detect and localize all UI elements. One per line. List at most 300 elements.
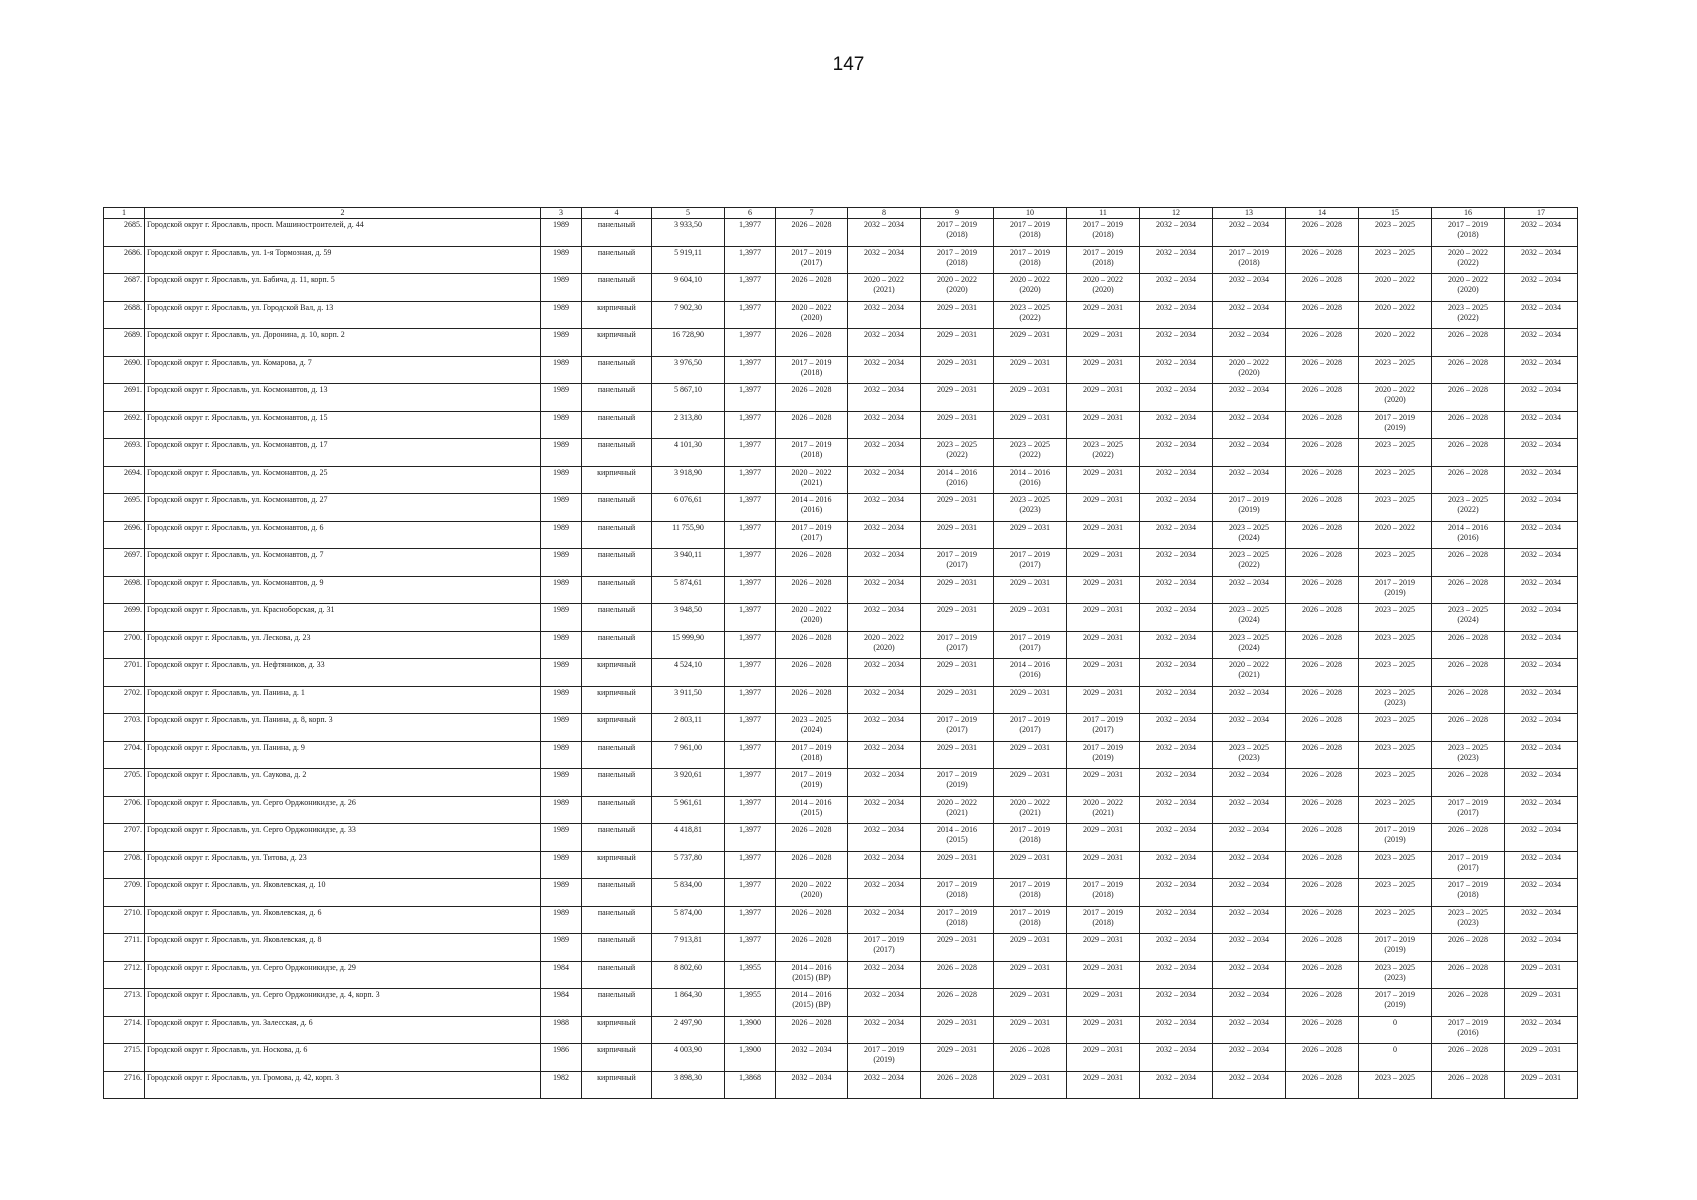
table-cell-col-2: Городской округ г. Ярославль, ул. Залесская, д. 6 bbox=[145, 1016, 541, 1044]
table-cell-col-12: 2032 – 2034 bbox=[1140, 301, 1213, 329]
table-cell-col-13: 2032 – 2034 bbox=[1213, 989, 1286, 1017]
table-cell-col-7: 2023 – 2025 (2024) bbox=[776, 714, 848, 742]
table-cell-col-9: 2014 – 2016 (2015) bbox=[921, 824, 994, 852]
table-cell-col-11: 2029 – 2031 bbox=[1067, 686, 1140, 714]
table-cell-col-10: 2014 – 2016 (2016) bbox=[994, 659, 1067, 687]
table-cell-col-9: 2029 – 2031 bbox=[921, 521, 994, 549]
table-cell-col-5: 3 920,61 bbox=[652, 769, 725, 797]
table-cell-col-3: 1989 bbox=[541, 934, 582, 962]
table-cell-col-6: 1,3977 bbox=[725, 824, 776, 852]
table-cell-col-13: 2023 – 2025 (2024) bbox=[1213, 521, 1286, 549]
table-cell-col-2: Городской округ г. Ярославль, ул. Серго Орджоникидзе, д. 33 bbox=[145, 824, 541, 852]
table-cell-col-13: 2032 – 2034 bbox=[1213, 576, 1286, 604]
table-cell-col-12: 2032 – 2034 bbox=[1140, 329, 1213, 357]
table-cell-col-17: 2029 – 2031 bbox=[1505, 1071, 1578, 1099]
table-cell-col-6: 1,3977 bbox=[725, 604, 776, 632]
table-cell-col-11: 2017 – 2019 (2018) bbox=[1067, 879, 1140, 907]
table-cell-col-6: 1,3977 bbox=[725, 769, 776, 797]
table-cell-col-11: 2029 – 2031 bbox=[1067, 549, 1140, 577]
table-cell-col-5: 16 728,90 bbox=[652, 329, 725, 357]
table-cell-col-13: 2032 – 2034 bbox=[1213, 1071, 1286, 1099]
table-cell-col-3: 1989 bbox=[541, 714, 582, 742]
table-row bbox=[104, 879, 1578, 907]
table-cell-col-15: 2023 – 2025 bbox=[1359, 604, 1432, 632]
table-cell-col-12: 2032 – 2034 bbox=[1140, 934, 1213, 962]
column-header-4: 4 bbox=[582, 208, 652, 219]
table-cell-col-7: 2017 – 2019 (2019) bbox=[776, 769, 848, 797]
table-cell-col-16: 2026 – 2028 bbox=[1432, 989, 1505, 1017]
table-cell-col-13: 2032 – 2034 bbox=[1213, 851, 1286, 879]
column-header-15: 15 bbox=[1359, 208, 1432, 219]
column-header-17: 17 bbox=[1505, 208, 1578, 219]
table-cell-col-9: 2017 – 2019 (2018) bbox=[921, 879, 994, 907]
table-cell-col-8: 2032 – 2034 bbox=[848, 356, 921, 384]
table-cell-col-11: 2029 – 2031 bbox=[1067, 659, 1140, 687]
table-cell-col-8: 2032 – 2034 bbox=[848, 824, 921, 852]
table-cell-col-17: 2032 – 2034 bbox=[1505, 659, 1578, 687]
table-cell-col-7: 2026 – 2028 bbox=[776, 824, 848, 852]
table-cell-col-16: 2026 – 2028 bbox=[1432, 576, 1505, 604]
table-cell-col-2: Городской округ г. Ярославль, ул. Космонавтов, д. 25 bbox=[145, 466, 541, 494]
table-cell-col-3: 1989 bbox=[541, 576, 582, 604]
table-cell-col-2: Городской округ г. Ярославль, ул. Лескова, д. 23 bbox=[145, 631, 541, 659]
table-cell-col-12: 2032 – 2034 bbox=[1140, 769, 1213, 797]
table-cell-col-11: 2029 – 2031 bbox=[1067, 329, 1140, 357]
table-cell-col-6: 1,3977 bbox=[725, 714, 776, 742]
table-cell-col-1: 2712. bbox=[104, 961, 145, 989]
table-cell-col-6: 1,3977 bbox=[725, 659, 776, 687]
table-cell-col-14: 2026 – 2028 bbox=[1286, 494, 1359, 522]
table-cell-col-17: 2032 – 2034 bbox=[1505, 274, 1578, 302]
table-cell-col-2: Городской округ г. Ярославль, ул. Серго Орджоникидзе, д. 29 bbox=[145, 961, 541, 989]
table-cell-col-2: Городской округ г. Ярославль, просп. Машиностроителей, д. 44 bbox=[145, 219, 541, 247]
table-cell-col-11: 2017 – 2019 (2018) bbox=[1067, 246, 1140, 274]
table-cell-col-4: кирпичный bbox=[582, 714, 652, 742]
table-cell-col-6: 1,3900 bbox=[725, 1044, 776, 1072]
table-cell-col-7: 2017 – 2019 (2017) bbox=[776, 246, 848, 274]
table-cell-col-1: 2703. bbox=[104, 714, 145, 742]
table-cell-col-14: 2026 – 2028 bbox=[1286, 466, 1359, 494]
table-cell-col-15: 2023 – 2025 bbox=[1359, 714, 1432, 742]
table-cell-col-7: 2020 – 2022 (2020) bbox=[776, 604, 848, 632]
table-cell-col-2: Городской округ г. Ярославль, ул. Серго Орджоникидзе, д. 26 bbox=[145, 796, 541, 824]
table-cell-col-16: 2023 – 2025 (2023) bbox=[1432, 906, 1505, 934]
table-cell-col-4: кирпичный bbox=[582, 686, 652, 714]
table-row bbox=[104, 741, 1578, 769]
table-cell-col-4: панельный bbox=[582, 219, 652, 247]
table-row bbox=[104, 411, 1578, 439]
table-row bbox=[104, 989, 1578, 1017]
table-cell-col-6: 1,3977 bbox=[725, 329, 776, 357]
table-cell-col-5: 2 497,90 bbox=[652, 1016, 725, 1044]
table-cell-col-6: 1,3977 bbox=[725, 879, 776, 907]
table-cell-col-2: Городской округ г. Ярославль, ул. Титова, д. 23 bbox=[145, 851, 541, 879]
column-header-7: 7 bbox=[776, 208, 848, 219]
table-cell-col-3: 1989 bbox=[541, 769, 582, 797]
table-cell-col-3: 1989 bbox=[541, 686, 582, 714]
table-cell-col-6: 1,3977 bbox=[725, 906, 776, 934]
table-cell-col-10: 2023 – 2025 (2023) bbox=[994, 494, 1067, 522]
table-cell-col-4: кирпичный bbox=[582, 1071, 652, 1099]
table-cell-col-10: 2023 – 2025 (2022) bbox=[994, 439, 1067, 467]
table-cell-col-15: 2017 – 2019 (2019) bbox=[1359, 824, 1432, 852]
table-cell-col-14: 2026 – 2028 bbox=[1286, 851, 1359, 879]
table-cell-col-9: 2020 – 2022 (2021) bbox=[921, 796, 994, 824]
table-cell-col-8: 2032 – 2034 bbox=[848, 659, 921, 687]
table-cell-col-5: 2 313,80 bbox=[652, 411, 725, 439]
table-cell-col-8: 2032 – 2034 bbox=[848, 1071, 921, 1099]
table-cell-col-3: 1989 bbox=[541, 301, 582, 329]
table-cell-col-6: 1,3868 bbox=[725, 1071, 776, 1099]
table-cell-col-14: 2026 – 2028 bbox=[1286, 246, 1359, 274]
table-cell-col-5: 3 948,50 bbox=[652, 604, 725, 632]
table-cell-col-15: 2020 – 2022 bbox=[1359, 274, 1432, 302]
table-cell-col-1: 2700. bbox=[104, 631, 145, 659]
table-cell-col-15: 2023 – 2025 bbox=[1359, 1071, 1432, 1099]
table-cell-col-14: 2026 – 2028 bbox=[1286, 329, 1359, 357]
table-cell-col-2: Городской округ г. Ярославль, ул. Яковлевская, д. 6 bbox=[145, 906, 541, 934]
table-cell-col-8: 2032 – 2034 bbox=[848, 494, 921, 522]
table-cell-col-2: Городской округ г. Ярославль, ул. Серго Орджоникидзе, д. 4, корп. 3 bbox=[145, 989, 541, 1017]
table-cell-col-3: 1989 bbox=[541, 521, 582, 549]
column-header-1: 1 bbox=[104, 208, 145, 219]
table-cell-col-13: 2020 – 2022 (2020) bbox=[1213, 356, 1286, 384]
table-cell-col-16: 2020 – 2022 (2020) bbox=[1432, 274, 1505, 302]
table-cell-col-4: панельный bbox=[582, 796, 652, 824]
table-cell-col-9: 2029 – 2031 bbox=[921, 356, 994, 384]
table-cell-col-10: 2029 – 2031 bbox=[994, 851, 1067, 879]
table-cell-col-8: 2032 – 2034 bbox=[848, 384, 921, 412]
table-cell-col-1: 2704. bbox=[104, 741, 145, 769]
table-cell-col-1: 2702. bbox=[104, 686, 145, 714]
table-cell-col-11: 2017 – 2019 (2019) bbox=[1067, 741, 1140, 769]
table-cell-col-11: 2029 – 2031 bbox=[1067, 1016, 1140, 1044]
table-cell-col-15: 2023 – 2025 bbox=[1359, 659, 1432, 687]
table-cell-col-16: 2023 – 2025 (2022) bbox=[1432, 301, 1505, 329]
table-row bbox=[104, 246, 1578, 274]
table-cell-col-1: 2698. bbox=[104, 576, 145, 604]
table-cell-col-12: 2032 – 2034 bbox=[1140, 356, 1213, 384]
table-cell-col-6: 1,3977 bbox=[725, 741, 776, 769]
table-cell-col-7: 2026 – 2028 bbox=[776, 549, 848, 577]
table-cell-col-14: 2026 – 2028 bbox=[1286, 796, 1359, 824]
table-cell-col-6: 1,3977 bbox=[725, 494, 776, 522]
table-cell-col-8: 2020 – 2022 (2021) bbox=[848, 274, 921, 302]
table-cell-col-2: Городской округ г. Ярославль, ул. Космонавтов, д. 15 bbox=[145, 411, 541, 439]
table-cell-col-1: 2694. bbox=[104, 466, 145, 494]
table-cell-col-6: 1,3977 bbox=[725, 274, 776, 302]
table-cell-col-4: панельный bbox=[582, 274, 652, 302]
table-cell-col-16: 2017 – 2019 (2018) bbox=[1432, 219, 1505, 247]
table-cell-col-8: 2032 – 2034 bbox=[848, 741, 921, 769]
table-cell-col-17: 2032 – 2034 bbox=[1505, 466, 1578, 494]
table-cell-col-7: 2026 – 2028 bbox=[776, 1016, 848, 1044]
table-cell-col-10: 2017 – 2019 (2018) bbox=[994, 906, 1067, 934]
table-cell-col-12: 2032 – 2034 bbox=[1140, 906, 1213, 934]
table-cell-col-10: 2029 – 2031 bbox=[994, 961, 1067, 989]
table-cell-col-17: 2032 – 2034 bbox=[1505, 384, 1578, 412]
table-cell-col-9: 2017 – 2019 (2019) bbox=[921, 769, 994, 797]
table-cell-col-4: панельный bbox=[582, 246, 652, 274]
table-cell-col-8: 2032 – 2034 bbox=[848, 549, 921, 577]
table-cell-col-5: 5 874,00 bbox=[652, 906, 725, 934]
table-cell-col-2: Городской округ г. Ярославль, ул. Комарова, д. 7 bbox=[145, 356, 541, 384]
table-row bbox=[104, 301, 1578, 329]
table-cell-col-4: панельный bbox=[582, 576, 652, 604]
table-cell-col-13: 2032 – 2034 bbox=[1213, 796, 1286, 824]
table-cell-col-1: 2697. bbox=[104, 549, 145, 577]
table-cell-col-13: 2032 – 2034 bbox=[1213, 411, 1286, 439]
table-cell-col-3: 1989 bbox=[541, 466, 582, 494]
table-cell-col-14: 2026 – 2028 bbox=[1286, 274, 1359, 302]
table-cell-col-15: 2023 – 2025 (2023) bbox=[1359, 686, 1432, 714]
table-cell-col-3: 1984 bbox=[541, 961, 582, 989]
table-cell-col-4: кирпичный bbox=[582, 659, 652, 687]
table-cell-col-11: 2029 – 2031 bbox=[1067, 384, 1140, 412]
table-cell-col-4: панельный bbox=[582, 439, 652, 467]
column-header-8: 8 bbox=[848, 208, 921, 219]
table-cell-col-15: 2023 – 2025 bbox=[1359, 466, 1432, 494]
table-cell-col-5: 5 834,00 bbox=[652, 879, 725, 907]
table-cell-col-13: 2032 – 2034 bbox=[1213, 824, 1286, 852]
table-cell-col-3: 1986 bbox=[541, 1044, 582, 1072]
table-cell-col-8: 2032 – 2034 bbox=[848, 246, 921, 274]
table-cell-col-15: 2023 – 2025 bbox=[1359, 246, 1432, 274]
table-cell-col-5: 3 940,11 bbox=[652, 549, 725, 577]
table-row bbox=[104, 686, 1578, 714]
table-cell-col-6: 1,3955 bbox=[725, 989, 776, 1017]
table-cell-col-4: кирпичный bbox=[582, 466, 652, 494]
table-cell-col-14: 2026 – 2028 bbox=[1286, 301, 1359, 329]
table-cell-col-2: Городской округ г. Ярославль, ул. Громова, д. 42, корп. 3 bbox=[145, 1071, 541, 1099]
table-cell-col-10: 2029 – 2031 bbox=[994, 329, 1067, 357]
table-cell-col-16: 2026 – 2028 bbox=[1432, 631, 1505, 659]
table-cell-col-17: 2032 – 2034 bbox=[1505, 219, 1578, 247]
table-cell-col-12: 2032 – 2034 bbox=[1140, 439, 1213, 467]
table-cell-col-15: 2020 – 2022 bbox=[1359, 329, 1432, 357]
table-cell-col-11: 2017 – 2019 (2018) bbox=[1067, 219, 1140, 247]
table-cell-col-6: 1,3977 bbox=[725, 466, 776, 494]
table-cell-col-16: 2017 – 2019 (2018) bbox=[1432, 879, 1505, 907]
table-cell-col-16: 2017 – 2019 (2017) bbox=[1432, 796, 1505, 824]
table-cell-col-8: 2032 – 2034 bbox=[848, 796, 921, 824]
table-cell-col-6: 1,3977 bbox=[725, 934, 776, 962]
table-cell-col-13: 2032 – 2034 bbox=[1213, 466, 1286, 494]
table-cell-col-15: 2023 – 2025 bbox=[1359, 356, 1432, 384]
table-cell-col-16: 2017 – 2019 (2016) bbox=[1432, 1016, 1505, 1044]
table-cell-col-3: 1989 bbox=[541, 851, 582, 879]
table-cell-col-8: 2017 – 2019 (2017) bbox=[848, 934, 921, 962]
table-cell-col-16: 2017 – 2019 (2017) bbox=[1432, 851, 1505, 879]
table-cell-col-14: 2026 – 2028 bbox=[1286, 824, 1359, 852]
table-cell-col-16: 2026 – 2028 bbox=[1432, 439, 1505, 467]
table-cell-col-17: 2032 – 2034 bbox=[1505, 631, 1578, 659]
column-header-9: 9 bbox=[921, 208, 994, 219]
table-cell-col-9: 2029 – 2031 bbox=[921, 576, 994, 604]
table-cell-col-15: 2017 – 2019 (2019) bbox=[1359, 411, 1432, 439]
table-cell-col-13: 2032 – 2034 bbox=[1213, 384, 1286, 412]
table-cell-col-6: 1,3977 bbox=[725, 576, 776, 604]
table-cell-col-16: 2026 – 2028 bbox=[1432, 824, 1505, 852]
table-cell-col-15: 2023 – 2025 bbox=[1359, 769, 1432, 797]
table-cell-col-5: 7 902,30 bbox=[652, 301, 725, 329]
table-cell-col-12: 2032 – 2034 bbox=[1140, 824, 1213, 852]
table-cell-col-17: 2032 – 2034 bbox=[1505, 439, 1578, 467]
table-row bbox=[104, 219, 1578, 247]
table-cell-col-10: 2017 – 2019 (2018) bbox=[994, 246, 1067, 274]
table-cell-col-7: 2026 – 2028 bbox=[776, 934, 848, 962]
table-cell-col-17: 2032 – 2034 bbox=[1505, 494, 1578, 522]
table-cell-col-5: 15 999,90 bbox=[652, 631, 725, 659]
table-cell-col-10: 2029 – 2031 bbox=[994, 934, 1067, 962]
table-cell-col-10: 2017 – 2019 (2018) bbox=[994, 824, 1067, 852]
table-cell-col-6: 1,3977 bbox=[725, 246, 776, 274]
table-cell-col-16: 2026 – 2028 bbox=[1432, 961, 1505, 989]
table-row bbox=[104, 824, 1578, 852]
table-cell-col-11: 2029 – 2031 bbox=[1067, 1044, 1140, 1072]
table-cell-col-7: 2032 – 2034 bbox=[776, 1071, 848, 1099]
table-cell-col-14: 2026 – 2028 bbox=[1286, 219, 1359, 247]
table-cell-col-5: 3 976,50 bbox=[652, 356, 725, 384]
table-cell-col-9: 2017 – 2019 (2017) bbox=[921, 714, 994, 742]
table-cell-col-4: панельный bbox=[582, 521, 652, 549]
table-cell-col-17: 2032 – 2034 bbox=[1505, 796, 1578, 824]
table-cell-col-8: 2017 – 2019 (2019) bbox=[848, 1044, 921, 1072]
table-cell-col-8: 2032 – 2034 bbox=[848, 989, 921, 1017]
table-cell-col-12: 2032 – 2034 bbox=[1140, 466, 1213, 494]
table-cell-col-15: 0 bbox=[1359, 1016, 1432, 1044]
table-cell-col-12: 2032 – 2034 bbox=[1140, 686, 1213, 714]
table-cell-col-17: 2032 – 2034 bbox=[1505, 521, 1578, 549]
table-cell-col-9: 2017 – 2019 (2017) bbox=[921, 549, 994, 577]
table-cell-col-17: 2032 – 2034 bbox=[1505, 329, 1578, 357]
table-cell-col-10: 2029 – 2031 bbox=[994, 604, 1067, 632]
table-cell-col-1: 2715. bbox=[104, 1044, 145, 1072]
table-cell-col-1: 2688. bbox=[104, 301, 145, 329]
table-cell-col-1: 2709. bbox=[104, 879, 145, 907]
table-cell-col-16: 2026 – 2028 bbox=[1432, 769, 1505, 797]
column-header-16: 16 bbox=[1432, 208, 1505, 219]
table-cell-col-11: 2029 – 2031 bbox=[1067, 851, 1140, 879]
table-cell-col-17: 2032 – 2034 bbox=[1505, 879, 1578, 907]
table-cell-col-1: 2692. bbox=[104, 411, 145, 439]
table-cell-col-9: 2020 – 2022 (2020) bbox=[921, 274, 994, 302]
table-cell-col-1: 2690. bbox=[104, 356, 145, 384]
table-cell-col-9: 2029 – 2031 bbox=[921, 329, 994, 357]
table-cell-col-7: 2026 – 2028 bbox=[776, 411, 848, 439]
table-cell-col-16: 2026 – 2028 bbox=[1432, 686, 1505, 714]
table-cell-col-7: 2020 – 2022 (2020) bbox=[776, 879, 848, 907]
table-cell-col-16: 2026 – 2028 bbox=[1432, 659, 1505, 687]
table-cell-col-15: 2023 – 2025 bbox=[1359, 549, 1432, 577]
table-cell-col-8: 2032 – 2034 bbox=[848, 686, 921, 714]
table-cell-col-9: 2014 – 2016 (2016) bbox=[921, 466, 994, 494]
table-cell-col-14: 2026 – 2028 bbox=[1286, 879, 1359, 907]
table-cell-col-8: 2032 – 2034 bbox=[848, 1016, 921, 1044]
table-cell-col-12: 2032 – 2034 bbox=[1140, 851, 1213, 879]
table-cell-col-13: 2032 – 2034 bbox=[1213, 714, 1286, 742]
table-cell-col-2: Городской округ г. Ярославль, ул. Панина, д. 1 bbox=[145, 686, 541, 714]
table-cell-col-8: 2032 – 2034 bbox=[848, 769, 921, 797]
table-cell-col-6: 1,3977 bbox=[725, 439, 776, 467]
table-cell-col-15: 0 bbox=[1359, 1044, 1432, 1072]
column-header-6: 6 bbox=[725, 208, 776, 219]
table-cell-col-12: 2032 – 2034 bbox=[1140, 274, 1213, 302]
table-cell-col-15: 2023 – 2025 bbox=[1359, 219, 1432, 247]
table-cell-col-12: 2032 – 2034 bbox=[1140, 741, 1213, 769]
table-row bbox=[104, 439, 1578, 467]
table-cell-col-10: 2017 – 2019 (2018) bbox=[994, 219, 1067, 247]
table-row bbox=[104, 1016, 1578, 1044]
table-row bbox=[104, 659, 1578, 687]
table-cell-col-17: 2032 – 2034 bbox=[1505, 246, 1578, 274]
table-cell-col-13: 2032 – 2034 bbox=[1213, 219, 1286, 247]
table-cell-col-14: 2026 – 2028 bbox=[1286, 989, 1359, 1017]
table-row bbox=[104, 466, 1578, 494]
table-cell-col-1: 2708. bbox=[104, 851, 145, 879]
table-cell-col-14: 2026 – 2028 bbox=[1286, 769, 1359, 797]
table-cell-col-16: 2026 – 2028 bbox=[1432, 356, 1505, 384]
table-cell-col-9: 2029 – 2031 bbox=[921, 1044, 994, 1072]
table-cell-col-14: 2026 – 2028 bbox=[1286, 604, 1359, 632]
table-cell-col-5: 2 803,11 bbox=[652, 714, 725, 742]
table-cell-col-13: 2017 – 2019 (2019) bbox=[1213, 494, 1286, 522]
table-cell-col-12: 2032 – 2034 bbox=[1140, 1071, 1213, 1099]
table-cell-col-8: 2032 – 2034 bbox=[848, 714, 921, 742]
table-cell-col-7: 2017 – 2019 (2018) bbox=[776, 356, 848, 384]
table-cell-col-13: 2032 – 2034 bbox=[1213, 301, 1286, 329]
table-cell-col-7: 2026 – 2028 bbox=[776, 274, 848, 302]
table-cell-col-9: 2029 – 2031 bbox=[921, 934, 994, 962]
table-cell-col-8: 2032 – 2034 bbox=[848, 604, 921, 632]
table-cell-col-6: 1,3977 bbox=[725, 631, 776, 659]
table-cell-col-13: 2032 – 2034 bbox=[1213, 906, 1286, 934]
table-cell-col-17: 2029 – 2031 bbox=[1505, 961, 1578, 989]
table-cell-col-5: 6 076,61 bbox=[652, 494, 725, 522]
table-cell-col-1: 2701. bbox=[104, 659, 145, 687]
table-row bbox=[104, 769, 1578, 797]
table-row bbox=[104, 549, 1578, 577]
table-cell-col-3: 1989 bbox=[541, 741, 582, 769]
table-cell-col-14: 2026 – 2028 bbox=[1286, 906, 1359, 934]
table-cell-col-7: 2026 – 2028 bbox=[776, 329, 848, 357]
table-cell-col-4: панельный bbox=[582, 769, 652, 797]
table-cell-col-3: 1989 bbox=[541, 824, 582, 852]
table-cell-col-10: 2020 – 2022 (2021) bbox=[994, 796, 1067, 824]
table-cell-col-2: Городской округ г. Ярославль, ул. Космонавтов, д. 6 bbox=[145, 521, 541, 549]
table-cell-col-9: 2029 – 2031 bbox=[921, 604, 994, 632]
table-cell-col-15: 2017 – 2019 (2019) bbox=[1359, 989, 1432, 1017]
table-cell-col-4: панельный bbox=[582, 989, 652, 1017]
table-row bbox=[104, 604, 1578, 632]
column-header-3: 3 bbox=[541, 208, 582, 219]
table-cell-col-13: 2017 – 2019 (2018) bbox=[1213, 246, 1286, 274]
table-cell-col-17: 2032 – 2034 bbox=[1505, 769, 1578, 797]
table-cell-col-4: панельный bbox=[582, 384, 652, 412]
table-cell-col-15: 2023 – 2025 (2023) bbox=[1359, 961, 1432, 989]
table-cell-col-14: 2026 – 2028 bbox=[1286, 714, 1359, 742]
table-cell-col-14: 2026 – 2028 bbox=[1286, 934, 1359, 962]
table-cell-col-12: 2032 – 2034 bbox=[1140, 1044, 1213, 1072]
table-cell-col-12: 2032 – 2034 bbox=[1140, 1016, 1213, 1044]
table-cell-col-3: 1989 bbox=[541, 879, 582, 907]
table-row bbox=[104, 576, 1578, 604]
table-cell-col-2: Городской округ г. Ярославль, ул. Носкова, д. 6 bbox=[145, 1044, 541, 1072]
table-cell-col-13: 2032 – 2034 bbox=[1213, 1016, 1286, 1044]
table-cell-col-8: 2032 – 2034 bbox=[848, 576, 921, 604]
table-cell-col-11: 2029 – 2031 bbox=[1067, 961, 1140, 989]
table-row bbox=[104, 384, 1578, 412]
